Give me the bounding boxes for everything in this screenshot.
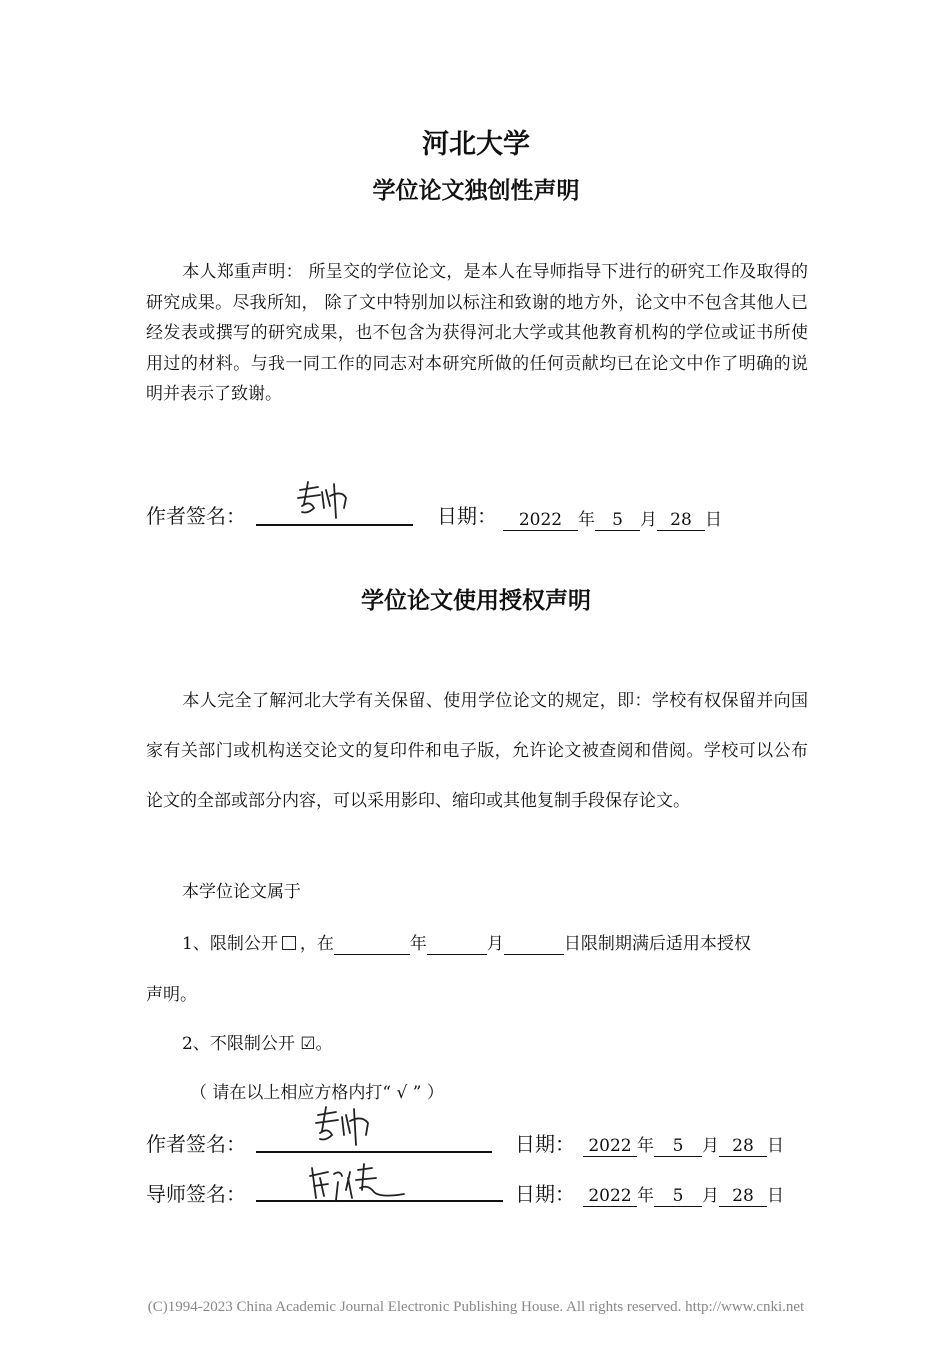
restricted-checkbox[interactable] xyxy=(282,936,296,950)
university-title: 河北大学 xyxy=(422,129,530,160)
option-restricted-cont: 声明。 xyxy=(146,985,197,1005)
advisor-signature-label: 导师签名： xyxy=(146,1182,246,1206)
author-handwritten-signature-2 xyxy=(314,1103,378,1149)
option-unrestricted: 2、不限制公开 ☑。 xyxy=(182,1034,333,1054)
copyright-footer: (C)1994-2023 China Academic Journal Electronic Publishing House. All rights reserved. http://www.cnki.net xyxy=(147,1299,805,1315)
date-label-3: 日期： xyxy=(515,1182,575,1206)
date-row-2: 2022 年 5 月 28 日 xyxy=(583,1131,784,1157)
originality-title: 学位论文独创性声明 xyxy=(372,178,580,204)
date-row-3: 2022 年 5 月 28 日 xyxy=(583,1181,784,1207)
advisor-handwritten-signature xyxy=(306,1160,410,1206)
author-handwritten-signature xyxy=(296,478,356,522)
date-year: 2022 年 5 月 28 日 xyxy=(503,505,722,531)
author-signature-line xyxy=(256,524,413,526)
author-signature-line-2 xyxy=(256,1151,492,1153)
date-label-2: 日期： xyxy=(515,1132,575,1156)
authorization-title: 学位论文使用授权声明 xyxy=(361,588,591,614)
date-label: 日期： xyxy=(437,504,497,528)
authorization-paragraph: 本人完全了解河北大学有关保留、使用学位论文的规定，即：学校有权保留并向国家有关部门或机构送交论文的复印件和电子版，允许论文被查阅和借阅。学校可以公布论文的全部或部分内容，可以采用影印、缩印或其他复制手段保存论文。 xyxy=(146,691,808,811)
option-restricted: 1、限制公开 ，在 年 月 日限制期满后适用本授权 xyxy=(182,934,751,954)
author-signature-label-2: 作者签名： xyxy=(146,1132,246,1156)
originality-paragraph: 本人郑重声明： 所呈交的学位论文，是本人在导师指导下进行的研究工作及取得的研究成果。尽我所知， 除了文中特别加以标注和致谢的地方外，论文中不包含其他人已经发表或撰写的研究成果，也不包含为获得河北大学或其他教育机构的学位或证书所使用过的材料。与我一同工作的同志对本研究所做的任何贡献均已在论文中作了明确的说明并表示了致谢。 xyxy=(146,262,808,404)
author-signature-label: 作者签名： xyxy=(146,504,246,528)
belongs-text: 本学位论文属于 xyxy=(182,882,301,902)
instruction-text: （ 请在以上相应方格内打“ √ ” ） xyxy=(190,1083,444,1103)
